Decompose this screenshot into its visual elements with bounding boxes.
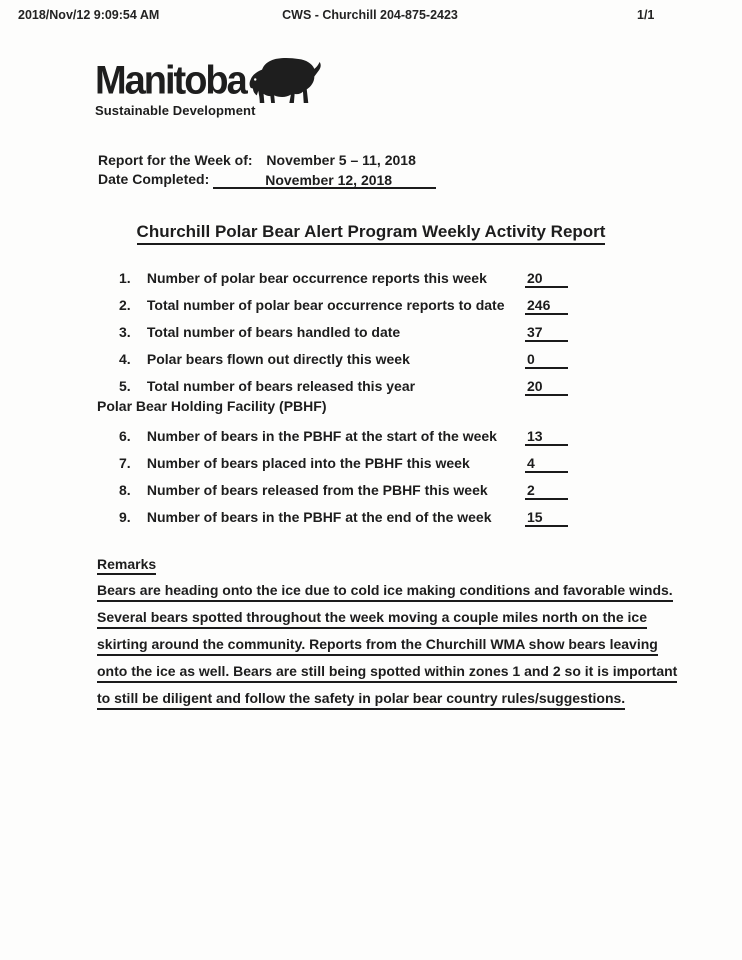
week-value: November 5 – 11, 2018 <box>266 152 416 168</box>
fax-timestamp: 2018/Nov/12 9:09:54 AM <box>18 8 160 22</box>
item-label: Total number of polar bear occurrence reports to date <box>146 297 505 313</box>
remark-line-text: Bears are heading onto the ice due to cold ice making conditions and favorable winds. <box>97 580 673 602</box>
report-item-row <box>119 292 742 319</box>
remark-line-text: Several bears spotted throughout the week moving a couple miles north on the ice <box>97 607 647 629</box>
item-value-field: 20 <box>525 268 568 288</box>
remarks-heading: Remarks <box>97 556 156 575</box>
fax-header <box>0 8 742 26</box>
report-week-line <box>98 151 436 170</box>
remark-line <box>97 607 712 634</box>
report-items-pbhf <box>119 423 742 531</box>
item-number: 9. <box>119 509 131 525</box>
item-value-field: 13 <box>525 426 568 446</box>
item-number: 6. <box>119 428 131 444</box>
item-label: Number of bears released from the PBHF this week <box>146 482 488 498</box>
report-item-row <box>119 477 742 504</box>
item-value-field: 2 <box>525 480 568 500</box>
item-number: 3. <box>119 324 131 340</box>
item-label: Number of bears placed into the PBHF this week <box>146 455 470 471</box>
item-number: 7. <box>119 455 131 471</box>
remarks-section <box>97 556 156 575</box>
item-label: Number of polar bear occurrence reports this week <box>146 270 487 286</box>
item-number: 1. <box>119 270 131 286</box>
item-value-field: 15 <box>525 507 568 527</box>
report-item-row <box>119 423 742 450</box>
report-items-main <box>119 265 742 400</box>
date-completed-value: November 12, 2018 <box>265 172 393 188</box>
item-value-field: 246 <box>525 295 568 315</box>
report-item-row <box>119 346 742 373</box>
date-completed-label: Date Completed: <box>98 171 210 187</box>
item-number: 8. <box>119 482 131 498</box>
remark-line <box>97 661 712 688</box>
remark-line-text: skirting around the community. Reports from the Churchill WMA show bears leaving <box>97 634 658 656</box>
remark-line <box>97 634 712 661</box>
item-value-field: 4 <box>525 453 568 473</box>
remark-line <box>97 580 712 607</box>
item-label: Number of bears in the PBHF at the start of the week <box>146 428 497 444</box>
pbhf-section-heading: Polar Bear Holding Facility (PBHF) <box>97 398 327 414</box>
report-item-row <box>119 265 742 292</box>
manitoba-logo <box>95 56 355 122</box>
item-label: Number of bears in the PBHF at the end of the week <box>146 509 492 525</box>
report-item-row <box>119 504 742 531</box>
title-row <box>0 222 742 245</box>
remark-line-text: onto the ice as well. Bears are still being spotted within zones 1 and 2 so it is important <box>97 661 677 683</box>
remark-line <box>97 688 712 715</box>
manitoba-wordmark: Manitoba <box>95 59 246 103</box>
fax-page-count: 1/1 <box>637 8 655 22</box>
item-label: Polar bears flown out directly this week <box>146 351 410 367</box>
remarks-body <box>97 580 712 715</box>
report-item-row <box>119 373 742 400</box>
report-item-row <box>119 319 742 346</box>
item-label: Total number of bears handled to date <box>146 324 401 340</box>
fax-sender-line: CWS - Churchill 204-875-2423 <box>282 8 458 22</box>
logo-department: Sustainable Development <box>95 103 256 118</box>
item-number: 2. <box>119 297 131 313</box>
item-label: Total number of bears released this year <box>146 378 416 394</box>
item-value-field: 20 <box>525 376 568 396</box>
item-number: 5. <box>119 378 131 394</box>
item-value-field: 0 <box>525 349 568 369</box>
date-completed-field <box>213 171 436 189</box>
date-completed-line <box>98 170 436 189</box>
report-title: Churchill Polar Bear Alert Program Weekly Activity Report <box>137 222 606 245</box>
item-value-field: 37 <box>525 322 568 342</box>
bison-icon <box>238 56 324 106</box>
remark-line-text: to still be diligent and follow the safety in polar bear country rules/suggestions. <box>97 688 625 710</box>
report-meta <box>98 151 436 189</box>
week-label: Report for the Week of: <box>98 152 253 168</box>
item-number: 4. <box>119 351 131 367</box>
report-item-row <box>119 450 742 477</box>
